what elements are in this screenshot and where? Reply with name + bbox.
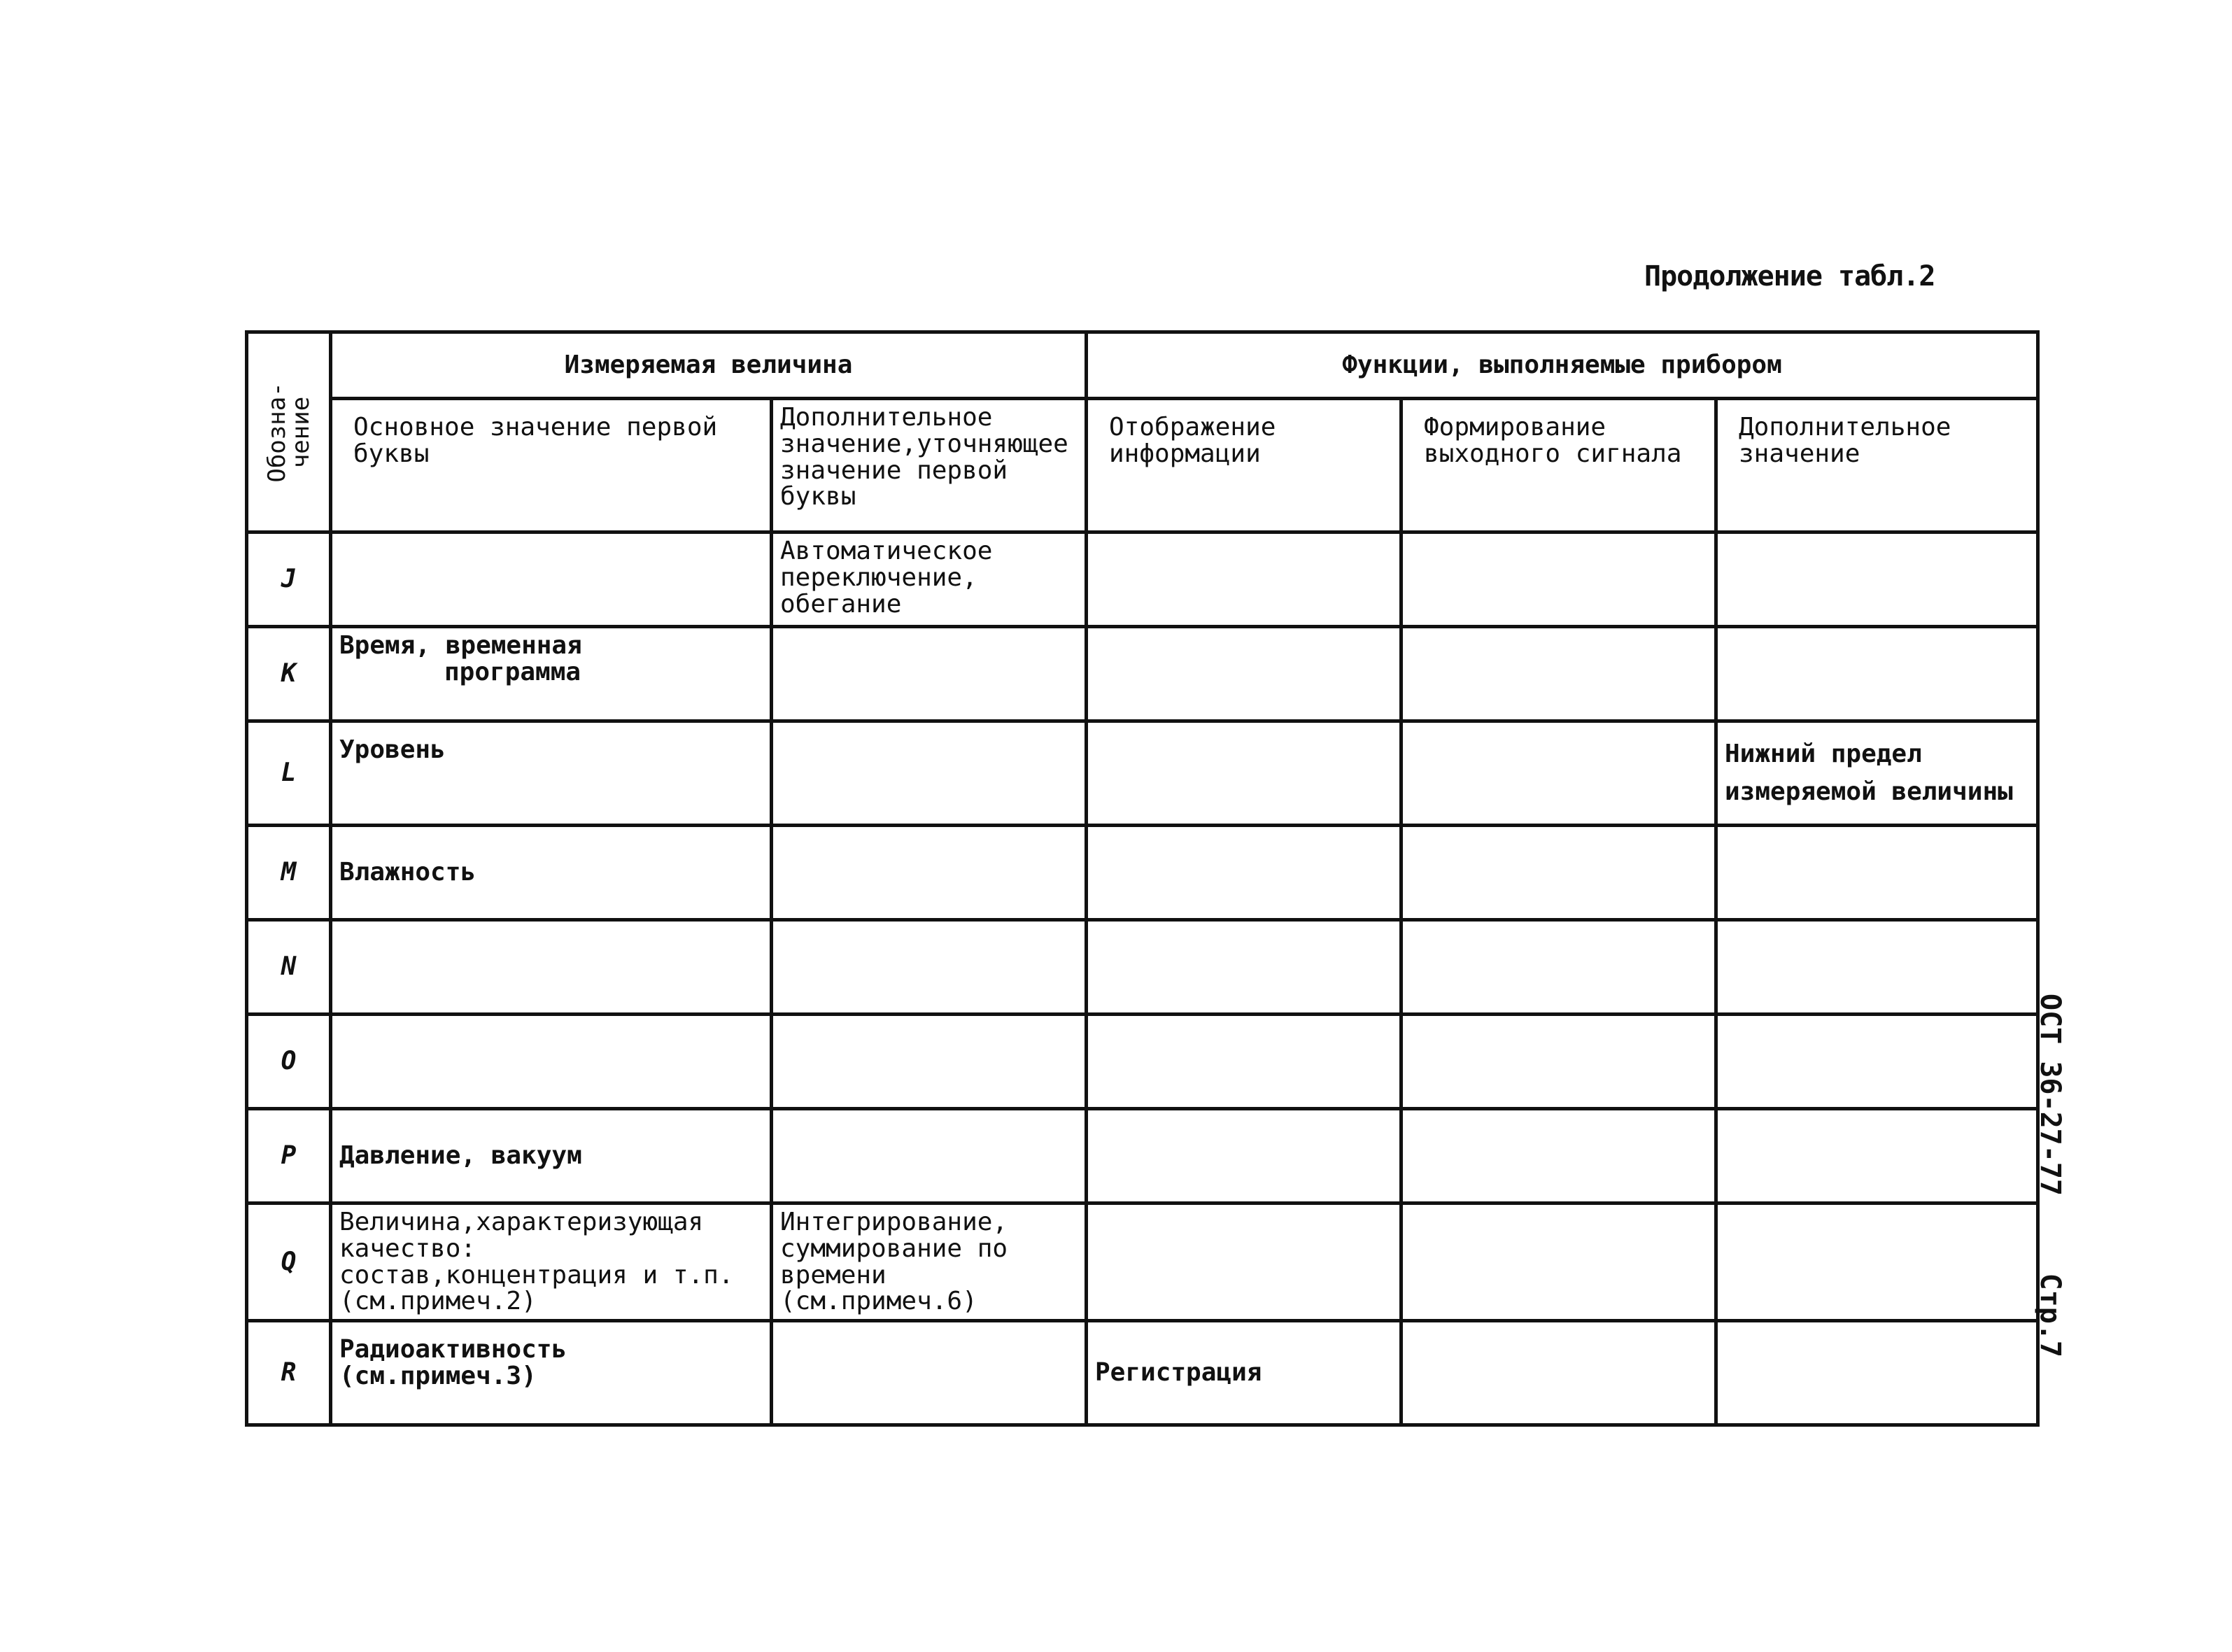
row-extra-cell	[1716, 627, 2038, 721]
row-display-cell	[1087, 721, 1401, 826]
row-signal-cell	[1401, 532, 1716, 627]
row-signal-cell	[1401, 1203, 1716, 1321]
row-signal-cell	[1401, 721, 1716, 826]
table-header-row-groups	[247, 332, 2038, 399]
row-extra-cell	[1716, 1015, 2038, 1109]
row-display-cell	[1087, 1203, 1401, 1321]
instrument-functions-group-header: Функции, выполняемые прибором	[1087, 332, 2038, 399]
row-letter: J	[247, 532, 331, 627]
output-signal-column-header: Формирование выходного сигнала	[1401, 399, 1716, 532]
row-extra-cell	[1716, 826, 2038, 920]
row-letter: N	[247, 920, 331, 1015]
document-code-vertical	[2029, 994, 2071, 1357]
measured-quantity-group-header: Измеряемая величина	[331, 332, 1087, 399]
row-display-cell	[1087, 826, 1401, 920]
table-row-l	[247, 721, 2038, 826]
row-extra-cell	[1716, 1109, 2038, 1203]
row-display-cell	[1087, 1109, 1401, 1203]
row-main-line2: программа	[444, 657, 581, 686]
table-row-n	[247, 920, 2038, 1015]
row-display-cell	[1087, 627, 1401, 721]
row-extra-cell	[1716, 532, 2038, 627]
row-main-cell: Радиоактивность (см.примеч.3)	[331, 1321, 772, 1425]
row-letter: P	[247, 1109, 331, 1203]
table-continuation-caption: Продолжение табл.2	[1644, 260, 1935, 292]
page-number: Стр.7	[2034, 1273, 2066, 1357]
table-row-m	[247, 826, 2038, 920]
row-main-cell	[331, 920, 772, 1015]
table-row-r	[247, 1321, 2038, 1425]
row-additional-cell	[772, 627, 1087, 721]
row-extra-cell	[1716, 920, 2038, 1015]
row-extra-cell	[1716, 1321, 2038, 1425]
row-letter: L	[247, 721, 331, 826]
additional-meaning-column-header: Дополнительное значение,уточняющее значение первой буквы	[772, 399, 1087, 532]
row-signal-cell	[1401, 826, 1716, 920]
row-main-cell: Влажность	[331, 826, 772, 920]
table-row-q	[247, 1203, 2038, 1321]
row-main-cell: Давление, вакуум	[331, 1109, 772, 1203]
row-additional-cell	[772, 826, 1087, 920]
standard-number: ОСТ 36-27-77	[2034, 994, 2066, 1196]
row-main-cell	[331, 627, 772, 721]
row-additional-cell	[772, 920, 1087, 1015]
row-display-cell	[1087, 532, 1401, 627]
row-signal-cell	[1401, 1321, 1716, 1425]
display-column-header: Отображение информации	[1087, 399, 1401, 532]
row-main-cell	[331, 1015, 772, 1109]
row-main-cell: Уровень	[331, 721, 772, 826]
row-letter: M	[247, 826, 331, 920]
row-signal-cell	[1401, 1015, 1716, 1109]
designation-column-header: Обозна- чение	[247, 332, 331, 532]
row-signal-cell	[1401, 920, 1716, 1015]
table-header-row-columns	[247, 399, 2038, 532]
row-display-cell	[1087, 920, 1401, 1015]
table-row-p	[247, 1109, 2038, 1203]
row-additional-cell	[772, 721, 1087, 826]
table-row-k	[247, 627, 2038, 721]
row-main-cell: Величина,характеризующая качество: состав,концентрация и т.п.(см.примеч.2)	[331, 1203, 772, 1321]
extra-meaning-column-header: Дополнительное значение	[1716, 399, 2038, 532]
row-signal-cell	[1401, 627, 1716, 721]
row-letter: Q	[247, 1203, 331, 1321]
row-display-cell	[1087, 1015, 1401, 1109]
row-letter: O	[247, 1015, 331, 1109]
row-additional-cell: Автоматическое переключение, обегание	[772, 532, 1087, 627]
row-additional-cell	[772, 1321, 1087, 1425]
main-meaning-column-header: Основное значение первой буквы	[331, 399, 772, 532]
table-row-o	[247, 1015, 2038, 1109]
row-signal-cell	[1401, 1109, 1716, 1203]
row-additional-cell	[772, 1109, 1087, 1203]
row-main-line1: Время, временная	[339, 631, 582, 660]
row-extra-cell	[1716, 1203, 2038, 1321]
row-letter: K	[247, 627, 331, 721]
row-additional-cell	[772, 1015, 1087, 1109]
designation-table	[245, 330, 2040, 1427]
row-extra-cell: Нижний предел измеряемой величины	[1716, 721, 2038, 826]
row-additional-cell: Интегрирование, суммирование по времени (см.примеч.6)	[772, 1203, 1087, 1321]
row-display-cell: Регистрация	[1087, 1321, 1401, 1425]
row-main-cell	[331, 532, 772, 627]
row-letter: R	[247, 1321, 331, 1425]
table-row-j	[247, 532, 2038, 627]
